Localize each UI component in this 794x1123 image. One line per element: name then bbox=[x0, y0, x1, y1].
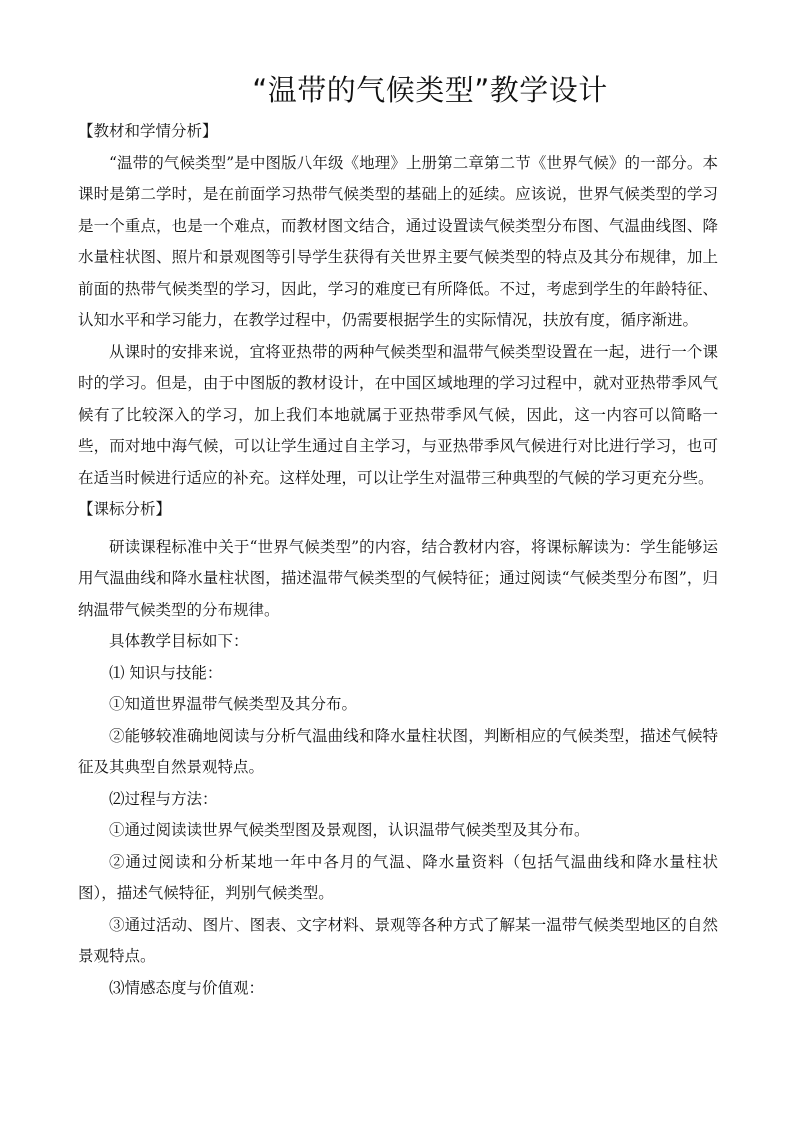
goal-item: ②通过阅读和分析某地一年中各月的气温、降水量资料（包括气温曲线和降水量柱状图），描述气候特征，判别气候类型。 bbox=[78, 852, 718, 902]
goal-item: ②能够较准确地阅读与分析气温曲线和降水量柱状图，判断相应的气候类型，描述气候特征及其典型自然景观特点。 bbox=[78, 726, 718, 776]
section-heading-curriculum: 【课标分析】 bbox=[78, 500, 172, 518]
goal-heading-process: ⑵过程与方法： bbox=[109, 789, 218, 808]
goal-item: ①通过阅读读世界气候类型图及景观图，认识温带气候类型及其分布。 bbox=[109, 821, 590, 839]
goal-item: ①知道世界温带气候类型及其分布。 bbox=[109, 695, 358, 713]
paragraph-materials-analysis: “温带的气候类型”是中图版八年级《地理》上册第二章第二节《世界气候》的一部分。本课时是第二学时，是在前面学习热带气候类型的基础上的延续。应该说，世界气候类型的学习是一个重点，也是一个难点，而教材图文结合，通过设置读气候类型分布图、气温曲线图、降水量柱状图、照片和景观图等引导学生获得有关世界主要气候类型的特点及其分布规律，加上前面的热带气候类型的学习，因此，学习的难度已有所降低。不过，考虑到学生的年龄特征、认知水平和学习能力，在教学过程中，仍需要根据学生的实际情况，扶放有度，循序渐进。 bbox=[78, 153, 718, 329]
goals-intro: 具体教学目标如下： bbox=[109, 632, 249, 650]
document-title: “温带的气候类型”教学设计 bbox=[252, 73, 608, 107]
paragraph-lesson-arrangement: 从课时的安排来说，宜将亚热带的两种气候类型和温带气候类型设置在一起，进行一个课时的学习。但是，由于中图版的教材设计，在中国区域地理的学习过程中，就对亚热带季风气候有了比较深入的学习，加上我们本地就属于亚热带季风气候，因此，这一内容可以简略一些，而对地中海气候，可以让学生通过自主学习，与亚热带季风气候进行对比进行学习，也可在适当时候进行适应的补充。这样处理，可以让学生对温带三种典型的气候的学习更充分些。 bbox=[78, 342, 718, 487]
goal-heading-knowledge: ⑴ 知识与技能： bbox=[109, 663, 223, 682]
document-body bbox=[78, 116, 718, 1004]
section-heading-materials: 【教材和学情分析】 bbox=[78, 122, 218, 140]
goal-heading-attitude: ⑶情感态度与价值观： bbox=[109, 978, 265, 997]
goal-item: ③通过活动、图片、图表、文字材料、景观等各种方式了解某一温带气候类型地区的自然景观特点。 bbox=[78, 915, 718, 965]
paragraph-curriculum-analysis: 研读课程标准中关于“世界气候类型”的内容，结合教材内容，将课标解读为：学生能够运用气温曲线和降水量柱状图，描述温带气候类型的气候特征；通过阅读“气候类型分布图”，归纳温带气候类型的分布规律。 bbox=[78, 537, 718, 619]
